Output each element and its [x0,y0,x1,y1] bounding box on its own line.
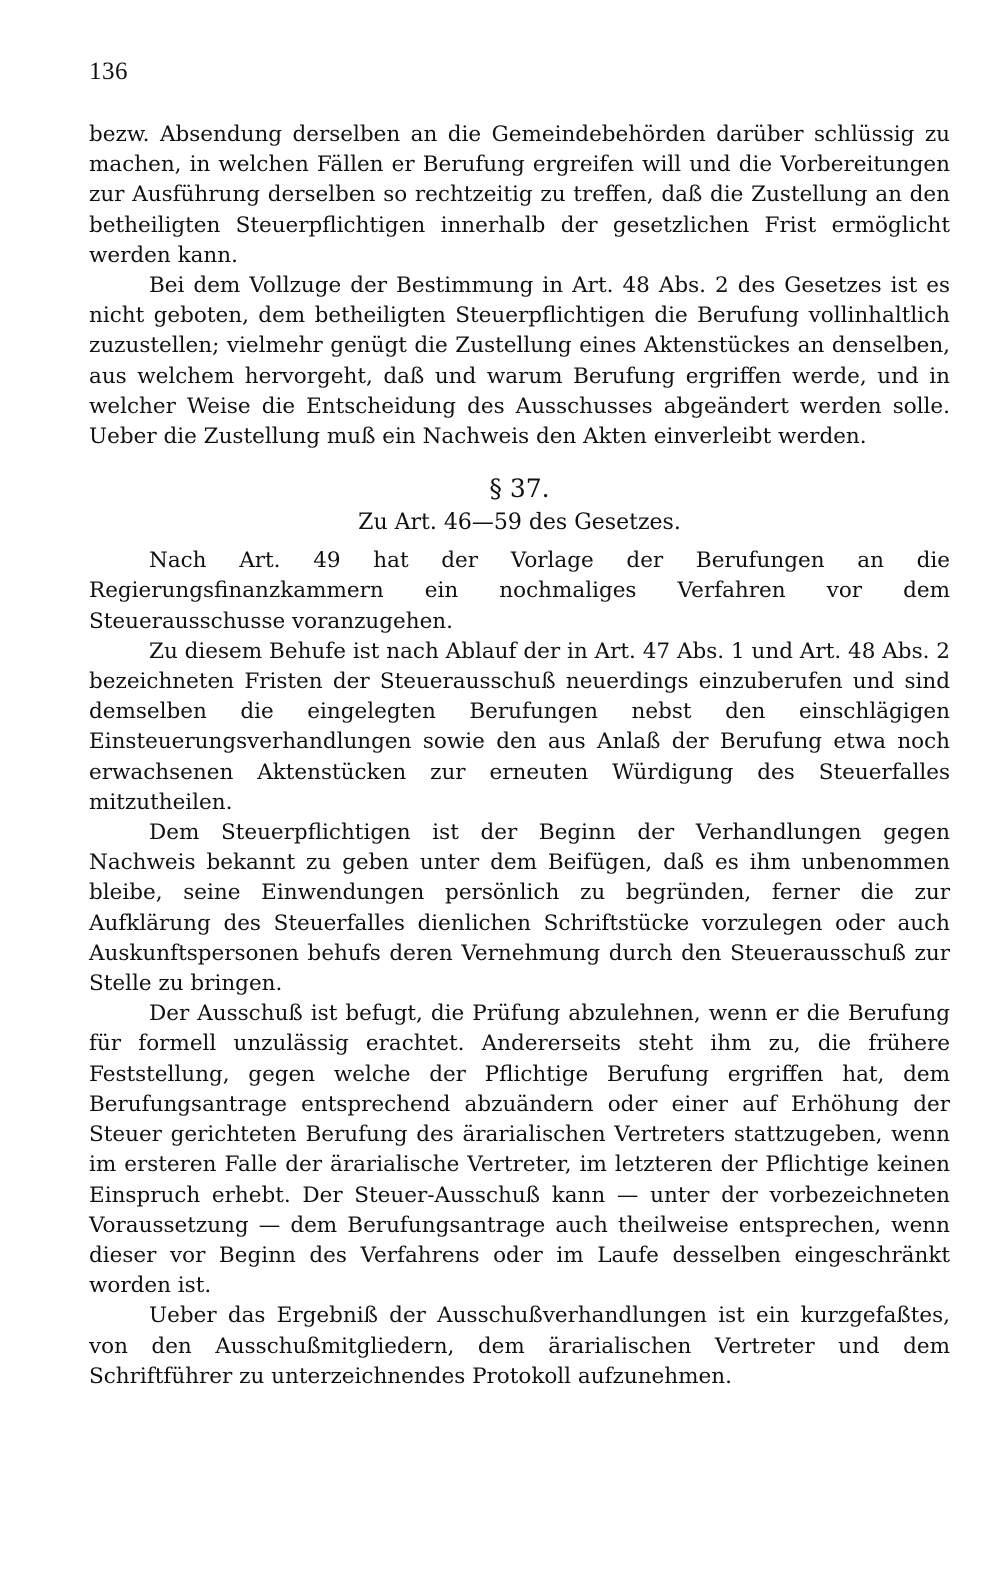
paragraph-ausschuss-befugt: Der Ausschuß ist befugt, die Prüfung abzulehnen, wenn er die Berufung für formell unzulässig erachtet. Andererseits steht ihm zu, die frühere Feststellung, gegen welche der Pflichtige Berufung ergriffen hat, dem Berufungsantrage entsprechend abzuändern oder einer auf Erhöhung der Steuer gerichteten Berufung des ärarialischen Vertreters stattzugeben, wenn im ersteren Falle der ärarialische Vertreter, im letzteren der Pflichtige keinen Einspruch erhebt. Der Steuer-Ausschuß kann — unter der vorbezeichneten Voraussetzung — dem Berufungsantrage auch theilweise entsprechen, wenn dieser vor Beginn des Verfahrens oder im Laufe desselben eingeschränkt worden ist. [89,1001,950,1299]
section-subheading: Zu Art. 46—59 des Gesetzes. [358,510,681,536]
paragraph-art-48: Bei dem Vollzuge der Bestimmung in Art. 48 Abs. 2 des Gesetzes ist es nicht geboten, dem betheiligten Steuerpflichtigen die Berufung vollinhaltlich zuzustellen; vielmehr genügt die Zustellung eines Aktenstückes an denselben, aus welchem hervorgeht, daß und warum Berufung ergriffen werde, und in welcher Weise die Entscheidung des Ausschusses abgeändert werden solle. Ueber die Zustellung muß ein Nachweis den Akten einverleibt werden. [89,273,950,450]
paragraph-behufe: Zu diesem Behufe ist nach Ablauf der in Art. 47 Abs. 1 und Art. 48 Abs. 2 bezeichneten Fristen der Steuerausschuß neuerdings einzuberufen und sind demselben die eingelegten Berufungen nebst den einschlägigen Einsteuerungsverhandlungen sowie den aus Anlaß der Berufung etwa noch erwachsenen Aktenstücken zur erneuten Würdigung des Steuerfalles mitzutheilen. [89,638,950,815]
page-number: 136 [89,58,128,85]
paragraph-art-49: Nach Art. 49 hat der Vorlage der Berufungen an die Regierungsfinanzkammern ein nochmaliges Verfahren vor dem Steuerausschusse voranzugehen. [89,548,950,634]
section-heading: § 37. [489,474,550,504]
paragraph-protokoll: Ueber das Ergebniß der Ausschußverhandlungen ist ein kurzgefaßtes, von den Ausschußmitgliedern, dem ärarialischen Vertreter und dem Schriftführer zu unterzeichnendes Protokoll aufzunehmen. [89,1303,950,1389]
paragraph-continuation: bezw. Absendung derselben an die Gemeindebehörden darüber schlüssig zu machen, in welchen Fällen er Berufung ergreifen will und die Vorbereitungen zur Ausführung derselben so rechtzeitig zu treffen, daß die Zustellung an den betheiligten Steuerpflichtigen innerhalb der gesetzlichen Frist ermöglicht werden kann. [89,122,950,268]
paragraph-steuerpflichtigen: Dem Steuerpflichtigen ist der Beginn der Verhandlungen gegen Nachweis bekannt zu geben unter dem Beifügen, daß es ihm unbenommen bleibe, seine Einwendungen persönlich zu begründen, ferner die zur Aufklärung des Steuerfalles dienlichen Schriftstücke vorzulegen oder auch Auskunftspersonen behufs deren Vernehmung durch den Steuerausschuß zur Stelle zu bringen. [89,820,950,997]
